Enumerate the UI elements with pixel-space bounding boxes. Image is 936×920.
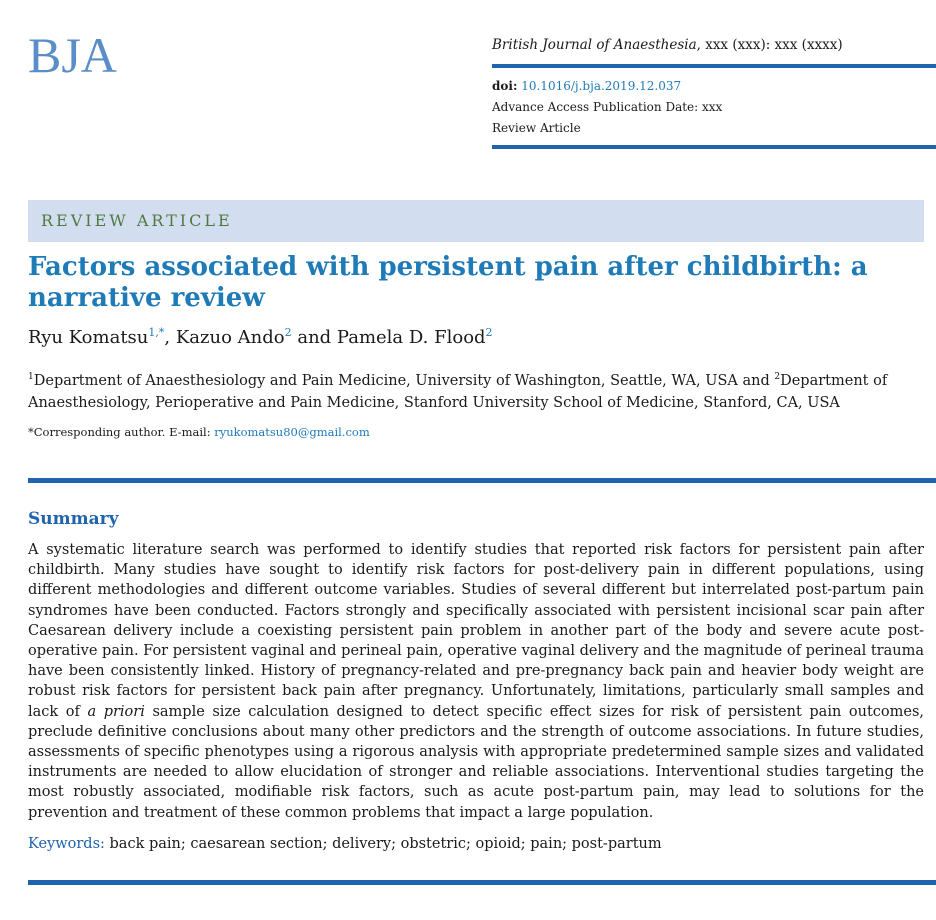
author-list — [28, 326, 928, 348]
affiliation-marker: 1 — [28, 372, 34, 382]
affiliation-text: Department of Anaesthesiology, Perioperative and Pain Medicine, Stanford University School of Medicine, Stanford, CA, USA — [28, 372, 888, 411]
keywords-label: Keywords: — [28, 836, 105, 852]
section-band — [28, 200, 924, 242]
keywords — [28, 836, 924, 852]
advance-access: Advance Access Publication Date: xxx — [492, 100, 723, 114]
section-label: REVIEW ARTICLE — [41, 211, 233, 230]
summary-text — [28, 540, 924, 823]
summary-text-part: A systematic literature search was performed to identify studies that reported risk factors for persistent pain after childbirth. Many studies have sought to identify risk factors for post-delivery pain in different populations, using different methodologies and different outcome variables. Studies of several different but interrelated post-partum pain syndromes have been conducted. Factors strongly and specifically associated with persistent incisional scar pain after Caesarean delivery include a coexisting persistent pain problem in another part of the body and severe acute post-operative pain. For persistent vaginal and perineal pain, operative vaginal delivery and the magnitude of perineal trauma have been consistently linked. History of pregnancy-related and pre-pregnancy back pain and heavier body weight are robust risk factors for persistent back pain after pregnancy. Unfortunately, limitations, particularly small samples and lack of — [28, 542, 924, 720]
section-divider — [28, 880, 936, 885]
affiliation-text: Department of Anaesthesiology and Pain Medicine, University of Washington, Seattle, WA, USA and — [33, 372, 775, 389]
author-separator: and — [291, 327, 337, 348]
section-divider — [28, 478, 936, 483]
summary-text-part: sample size calculation designed to detect specific effect sizes for risk of persistent pain outcomes, preclude definitive conclusions about many other predictors and the strength of outcome associations. In future studies, assessments of specific phenotypes using a rigorous analysis with appropriate predetermined sample sizes and validated instruments are needed to allow elucidation of stronger and reliable associations. Interventional studies targeting the most robustly associated, modifiable risk factors, such as acute post-partum pain, may lead to solutions for the prevention and treatment of these common problems that impact a large population. — [28, 703, 925, 821]
author-separator: , — [164, 327, 176, 348]
corresponding-label: *Corresponding author. E-mail: — [28, 425, 215, 439]
author-affiliation-link[interactable]: 2 — [284, 326, 292, 339]
journal-citation — [492, 36, 936, 54]
journal-header — [492, 36, 936, 149]
author-affiliation-link[interactable]: 2 — [485, 326, 493, 339]
author-affiliation-link[interactable]: 1,* — [148, 326, 165, 339]
article-meta — [492, 76, 936, 139]
journal-logo: BJA — [28, 27, 117, 83]
article-title: Factors associated with persistent pain after childbirth: a narrative review — [28, 252, 868, 313]
article-type: Review Article — [492, 121, 581, 135]
journal-volume: , xxx (xxx): xxx (xxxx) — [696, 37, 843, 53]
doi-link[interactable]: 10.1016/j.bja.2019.12.037 — [521, 79, 682, 93]
author-name: Pamela D. Flood — [336, 327, 486, 348]
doi-label: doi: — [492, 79, 518, 93]
header-rule-bottom — [492, 145, 936, 149]
email-link[interactable]: ryukomatsu80@gmail.com — [214, 425, 370, 439]
keywords-list: back pain; caesarean section; delivery; obstetric; opioid; pain; post-partum — [109, 836, 662, 852]
doi-line — [492, 76, 936, 97]
summary-heading: Summary — [28, 509, 119, 529]
corresponding-author — [28, 425, 918, 439]
author-name: Ryu Komatsu — [28, 327, 149, 348]
summary-italic: a priori — [87, 703, 145, 720]
journal-name: British Journal of Anaesthesia — [492, 37, 697, 53]
header-rule-top — [492, 64, 936, 68]
affiliations — [28, 366, 918, 414]
affiliation-marker: 2 — [774, 372, 781, 382]
author-name: Kazuo Ando — [175, 327, 285, 348]
